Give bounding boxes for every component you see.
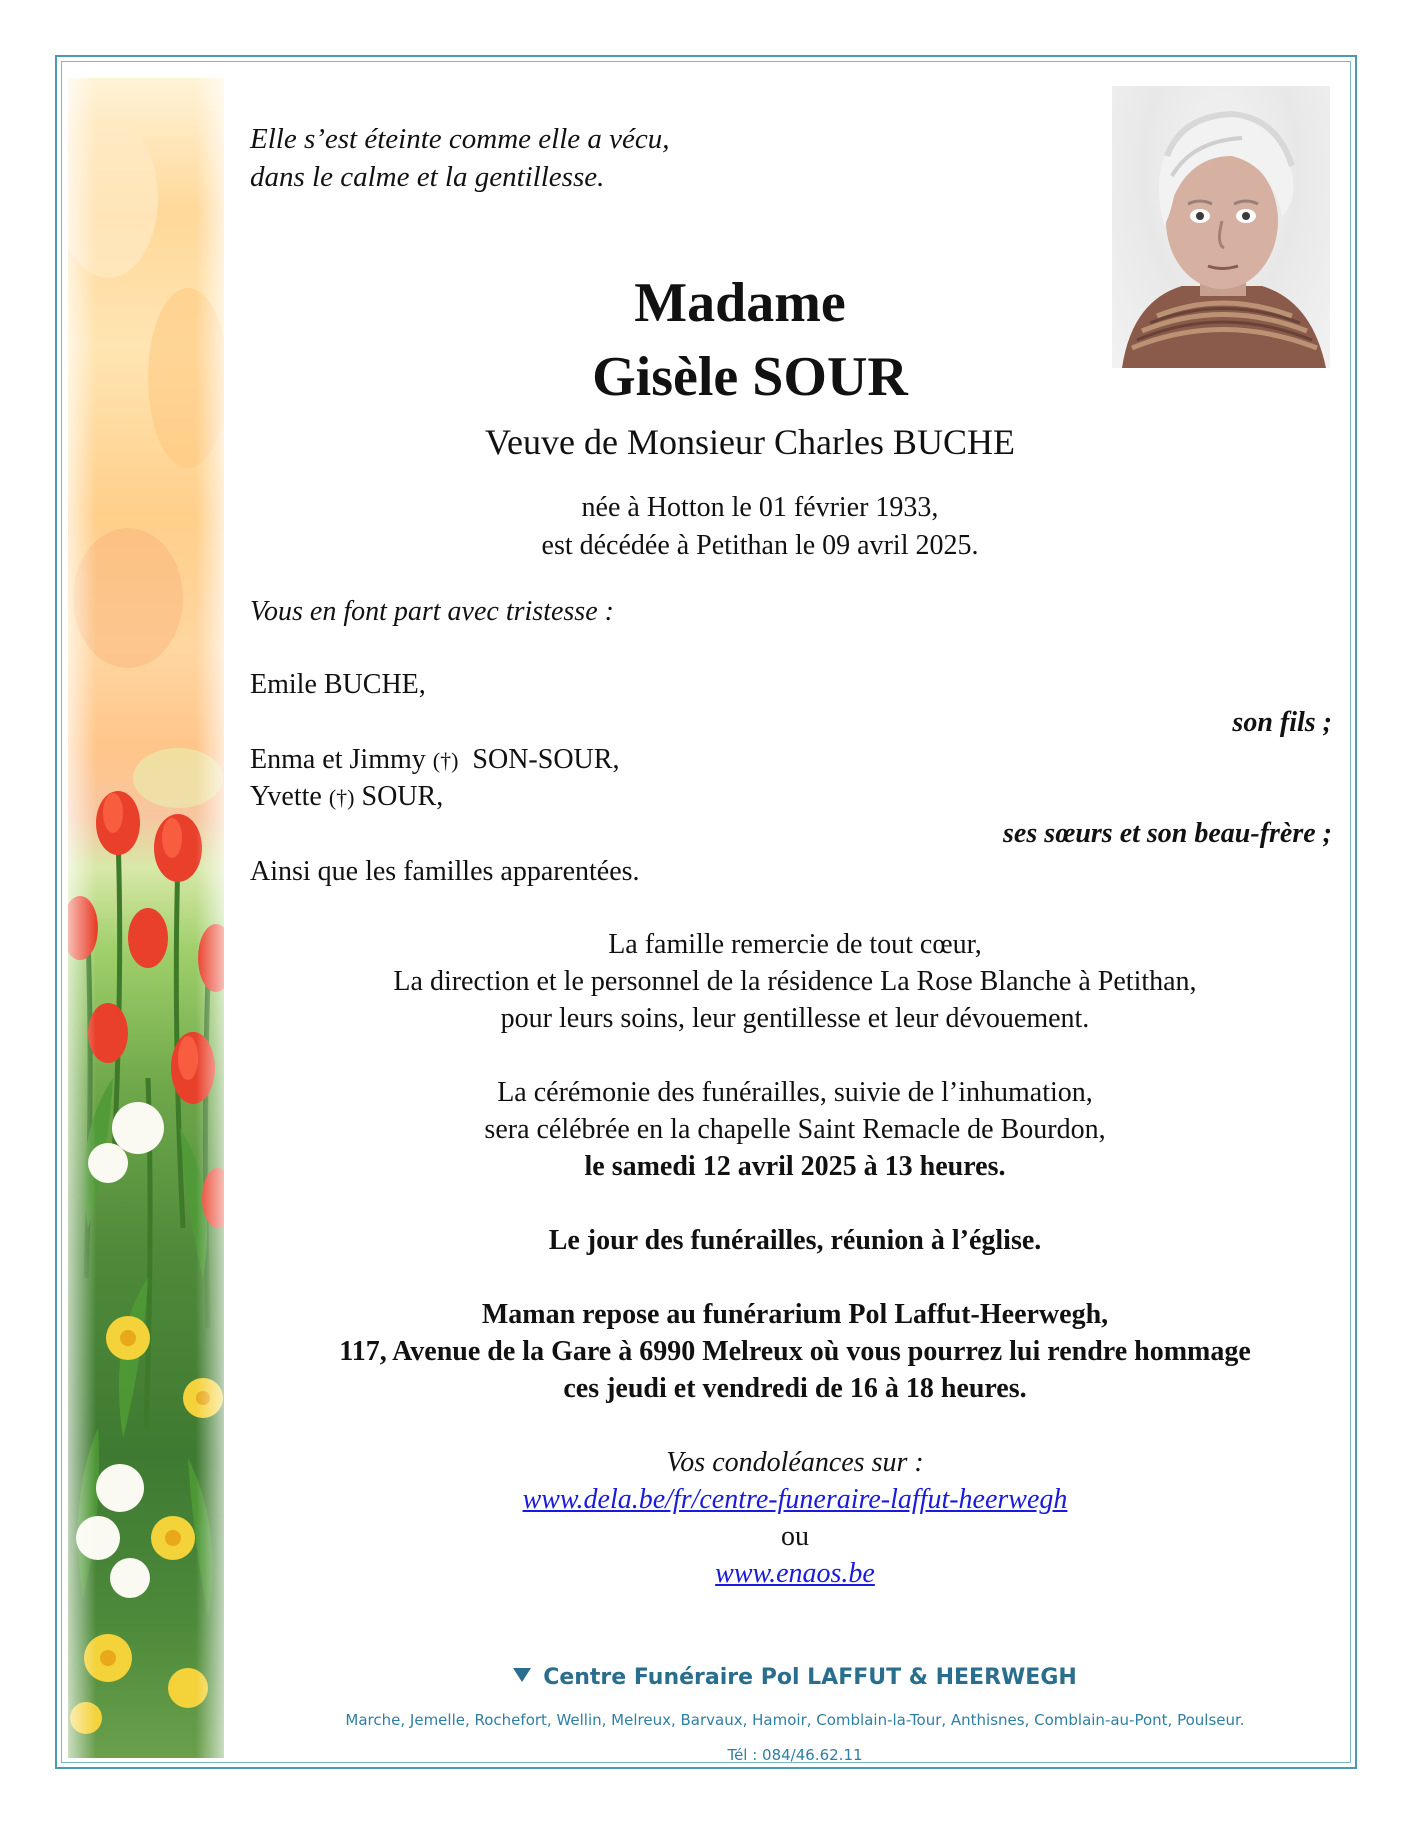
repose-line-1: Maman repose au funérarium Pol Laffut-Heerwegh, xyxy=(481,1299,1109,1330)
sister-1-surname: SON-SOUR, xyxy=(472,744,620,775)
repose-line-2: 117, Avenue de la Gare à 6990 Melreux où vous pourrez lui rendre hommage xyxy=(339,1336,1251,1367)
deceased-cross-icon: (†) xyxy=(328,785,355,810)
family-sister-2 xyxy=(250,778,443,817)
thanks-line-3: pour leurs soins, leur gentillesse et leur dévouement. xyxy=(500,1003,1090,1034)
floral-side-image xyxy=(68,78,224,1758)
deceased-name: Gisèle SOUR xyxy=(592,346,908,408)
family-son: Emile BUCHE, xyxy=(250,669,426,700)
condolences-link-dela[interactable]: www.dela.be/fr/centre-funeraire-laffut-heerwegh xyxy=(522,1484,1068,1515)
family-relatives: Ainsi que les familles apparentées. xyxy=(250,856,640,887)
thanks-line-1: La famille remercie de tout cœur, xyxy=(608,929,982,960)
ceremony-date: le samedi 12 avril 2025 à 13 heures. xyxy=(584,1151,1006,1182)
deceased-cross-icon: (†) xyxy=(432,748,459,773)
ceremony-line-2: sera célébrée en la chapelle Saint Remacle de Bourdon, xyxy=(484,1114,1106,1145)
condolences-label: Vos condoléances sur : xyxy=(666,1447,924,1478)
widow-of: Veuve de Monsieur Charles BUCHE xyxy=(485,422,1015,462)
repose-line-3: ces jeudi et vendredi de 16 à 18 heures. xyxy=(563,1373,1027,1404)
funeral-home-name-text: Centre Funéraire Pol LAFFUT & HEERWEGH xyxy=(543,1665,1077,1690)
family-sister-1 xyxy=(250,741,619,780)
triangle-down-icon xyxy=(513,1668,531,1682)
condolences-link-2-wrap xyxy=(250,1555,1340,1593)
ceremony-line-1: La cérémonie des funérailles, suivie de l’inhumation, xyxy=(497,1077,1093,1108)
birth-info: née à Hotton le 01 février 1933, xyxy=(581,492,939,523)
funeral-home-towns: Marche, Jemelle, Rochefort, Wellin, Melreux, Barvaux, Hamoir, Comblain-la-Tour, Anthisnes, Comblain-au-Pont, Poulseur. xyxy=(345,1711,1245,1729)
death-info: est décédée à Petithan le 09 avril 2025. xyxy=(541,530,979,561)
epigraph-line-1: Elle s’est éteinte comme elle a vécu, xyxy=(250,123,670,155)
meeting-info: Le jour des funérailles, réunion à l’église. xyxy=(548,1225,1042,1256)
announcement: Vous en font part avec tristesse : xyxy=(250,596,614,627)
family-son-role: son fils ; xyxy=(1232,707,1332,738)
tulip-illustration xyxy=(68,78,224,1758)
condolences-link-enaos[interactable]: www.enaos.be xyxy=(715,1558,875,1589)
sister-2-surname: SOUR, xyxy=(361,781,444,812)
deceased-title: Madame xyxy=(634,272,846,334)
funeral-home-name xyxy=(250,1665,1340,1690)
family-sisters-role: ses sœurs et son beau-frère ; xyxy=(1003,818,1332,849)
thanks-line-2: La direction et le personnel de la résidence La Rose Blanche à Petithan, xyxy=(393,966,1197,997)
sister-1-names: Enma et Jimmy xyxy=(250,744,426,775)
condolences-link-1-wrap xyxy=(250,1481,1340,1519)
funeral-home-phone: Tél : 084/46.62.11 xyxy=(727,1746,863,1764)
condolences-or: ou xyxy=(781,1521,809,1552)
epigraph-line-2: dans le calme et la gentillesse. xyxy=(250,161,605,193)
sister-2-name: Yvette xyxy=(250,781,322,812)
